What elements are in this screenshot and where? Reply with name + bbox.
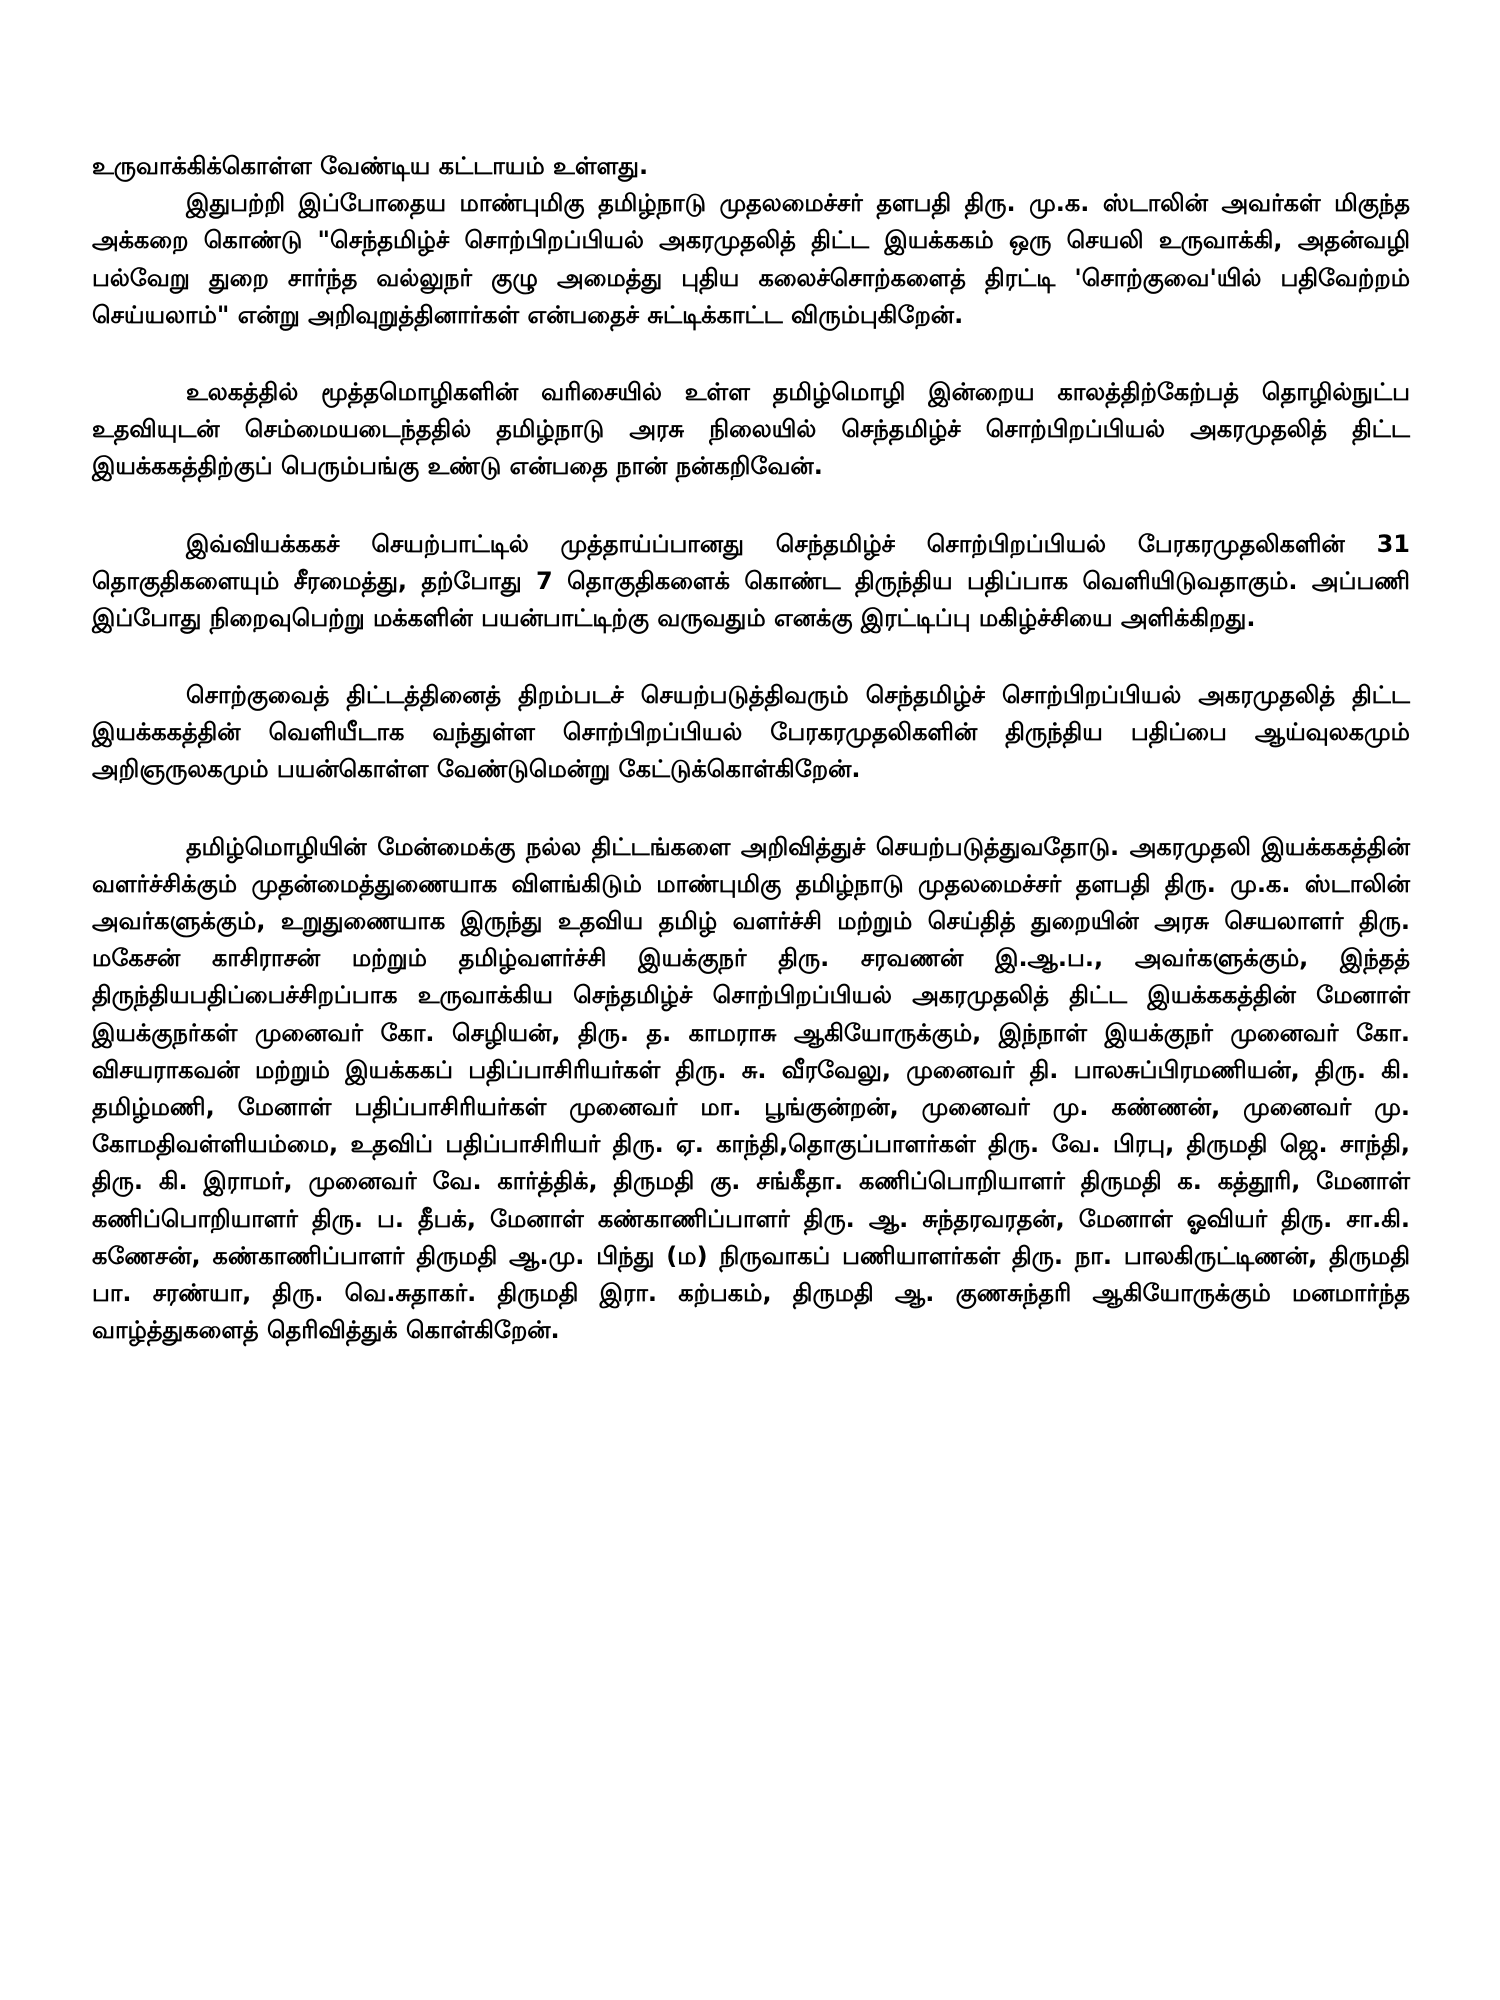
paragraph-acknowledgements: தமிழ்மொழியின் மேன்மைக்கு நல்ல திட்டங்களை அறிவித்துச் செயற்படுத்துவதோடு. அகரமுதலி இயக்ககத்தின் வளர்ச்சிக்கும் முதன்மைத்துணையாக விளங்கிடும் மாண்புமிகு தமிழ்நாடு முதலமைச்சர் தளபதி திரு. மு.க. ஸ்டாலின் அவர்களுக்கும், உறுதுணையாக இருந்து உதவிய தமிழ் வளர்ச்சி மற்றும் செய்தித் துறையின் அரசு செயலாளர் திரு. மகேசன் காசிராசன் மற்றும் தமிழ்வளர்ச்சி இயக்குநர் திரு. சரவணன் இ.ஆ.ப., அவர்களுக்கும், இந்தத் திருந்தியபதிப்பைச்சிறப்பாக உருவாக்கிய செந்தமிழ்ச் சொற்பிறப்பியல் அகரமுதலித் திட்ட இயக்ககத்தின் மேனாள் இயக்குநர்கள் முனைவர் கோ. செழியன், திரு. த. காமராசு ஆகியோருக்கும், இந்நாள் இயக்குநர் முனைவர் கோ. விசயராகவன் மற்றும் இயக்ககப் பதிப்பாசிரியர்கள் திரு. சு. வீரவேலு, முனைவர் தி. பாலசுப்பிரமணியன், திரு. கி. தமிழ்மணி, மேனாள் பதிப்பாசிரியர்கள் முனைவர் மா. பூங்குன்றன், முனைவர் மு. கண்ணன், முனைவர் மு. கோமதிவள்ளியம்மை, உதவிப் பதிப்பாசிரியர் திரு. ஏ. காந்தி,தொகுப்பாளர்கள் திரு. வே. பிரபு, திருமதி ஜெ. சாந்தி, திரு. கி. இராமர், முனைவர் வே. கார்த்திக், திருமதி கு. சங்கீதா. கணிப்பொறியாளர் திருமதி க. கத்தூரி, மேனாள் கணிப்பொறியாளர் திரு. ப. தீபக், மேனாள் கண்காணிப்பாளர் திரு. ஆ. சுந்தரவரதன், மேனாள் ஓவியர் திரு. சா.கி. கணேசன், கண்காணிப்பாளர் திருமதி ஆ.மு. பிந்து (ம) நிருவாகப் பணியாளர்கள் திரு. நா. பாலகிருட்டிணன், திருமதி பா. சரண்யா, திரு. வெ.சுதாகர். திருமதி இரா. கற்பகம், திருமதி ஆ. குணசுந்தரி ஆகியோருக்கும் மனமார்ந்த வாழ்த்துகளைத் தெரிவித்துக் கொள்கிறேன். bbox=[92, 832, 1410, 1345]
paragraph-request: சொற்குவைத் திட்டத்தினைத் திறம்படச் செயற்படுத்திவரும் செந்தமிழ்ச் சொற்பிறப்பியல் அகரமுதலித் திட்ட இயக்ககத்தின் வெளியீடாக வந்துள்ள சொற்பிறப்பியல் பேரகரமுதலிகளின் திருந்திய பதிப்பை ஆய்வுலகமும் அறிஞருலகமும் பயன்கொள்ள வேண்டுமென்று கேட்டுக்கொள்கிறேன். bbox=[92, 681, 1410, 784]
paragraph-revised-edition: இவ்வியக்ககச் செயற்பாட்டில் முத்தாய்ப்பானது செந்தமிழ்ச் சொற்பிறப்பியல் பேரகரமுதலிகளின் 31 தொகுதிகளையும் சீரமைத்து, தற்போது 7 தொகுதிகளைக் கொண்ட திருந்திய பதிப்பாக வெளியிடுவதாகும். அப்பணி இப்போது நிறைவுபெற்று மக்களின் பயன்பாட்டிற்கு வருவதும் எனக்கு இரட்டிப்பு மகிழ்ச்சியை அளிக்கிறது. bbox=[92, 529, 1410, 632]
paragraph-chief-minister-advice: இதுபற்றி இப்போதைய மாண்புமிகு தமிழ்நாடு முதலமைச்சர் தளபதி திரு. மு.க. ஸ்டாலின் அவர்கள் மிகுந்த அக்கறை கொண்டு "செந்தமிழ்ச் சொற்பிறப்பியல் அகரமுதலித் திட்ட இயக்ககம் ஒரு செயலி உருவாக்கி, அதன்வழி பல்வேறு துறை சார்ந்த வல்லுநர் குழு அமைத்து புதிய கலைச்சொற்களைத் திரட்டி 'சொற்குவை'யில் பதிவேற்றம் செய்யலாம்" என்று அறிவுறுத்தினார்கள் என்பதைச் சுட்டிக்காட்ட விரும்புகிறேன். bbox=[92, 189, 1410, 329]
paragraph-continuation: உருவாக்கிக்கொள்ள வேண்டிய கட்டாயம் உள்ளது. bbox=[92, 152, 649, 180]
paragraph-tamil-language: உலகத்தில் மூத்தமொழிகளின் வரிசையில் உள்ள தமிழ்மொழி இன்றைய காலத்திற்கேற்பத் தொழில்நுட்ப உதவியுடன் செம்மையடைந்ததில் தமிழ்நாடு அரசு நிலையில் செந்தமிழ்ச் சொற்பிறப்பியல் அகரமுதலித் திட்ட இயக்ககத்திற்குப் பெரும்பங்கு உண்டு என்பதை நான் நன்கறிவேன். bbox=[92, 377, 1410, 481]
